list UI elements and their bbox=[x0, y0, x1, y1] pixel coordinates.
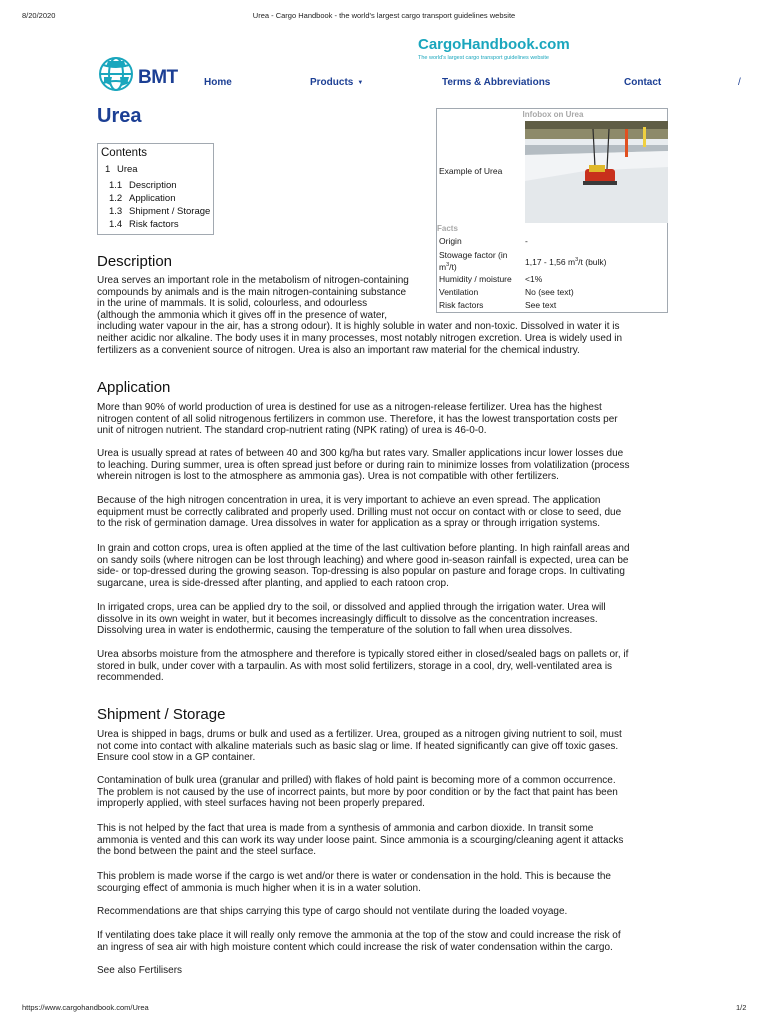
toc-item-risk-factors[interactable]: 1.4 Risk factors bbox=[109, 219, 179, 230]
shipment-paragraph: Urea is shipped in bags, drums or bulk and used as a fertilizer. Urea, grouped as a nitrogen giving nutrient to soil, must not come into contact with alkaline materials such as basic slag or lime. If heated significantly can give off toxic gases. Ensure cool stow in a GP container. bbox=[97, 729, 622, 764]
nav-home[interactable]: Home bbox=[204, 77, 232, 88]
site-tagline: The world's largest cargo transport guidelines website bbox=[418, 55, 549, 61]
infobox-key-risk-factors: Risk factors bbox=[439, 300, 484, 310]
heading-shipment-storage: Shipment / Storage bbox=[97, 706, 226, 723]
nav-products-label: Products bbox=[310, 77, 354, 88]
urea-cargo-photo[interactable] bbox=[525, 121, 668, 223]
toc-title: Contents bbox=[101, 147, 148, 159]
nav-more[interactable]: / bbox=[738, 77, 741, 88]
infobox-facts-label: Facts bbox=[437, 224, 458, 233]
globe-logo-icon bbox=[96, 55, 138, 93]
infobox-value-humidity: <1% bbox=[525, 274, 543, 284]
print-title: Urea - Cargo Handbook - the world's largest cargo transport guidelines website bbox=[252, 11, 516, 20]
infobox-key-origin: Origin bbox=[439, 236, 462, 246]
print-url: https://www.cargohandbook.com/Urea bbox=[22, 1003, 149, 1012]
see-also-fertilisers-link[interactable]: See also Fertilisers bbox=[97, 965, 183, 976]
toc-item-urea[interactable]: 1 Urea bbox=[105, 164, 138, 175]
application-paragraph: More than 90% of world production of urea is destined for use as a nitrogen-release fertilizer. Urea has the highest nitrogen content of all solid nitrogenous fertilizers in common use. Therefore, it has the lowest transportation costs per unit of nitrogen nutrient. The standard crop-nutrient rating (NPK rating) of urea is 46-0-0. bbox=[97, 402, 618, 437]
description-text: Urea serves an important role in the metabolism of nitrogen-containing compounds by animals and is the main nitrogen-containing substance in the urine of mammals. It is solid, colourless, and odourless (although the ammonia which it gives off in the presence of water, including water vapour in the air, has a strong odour). It is highly soluble in water and non-toxic. Dissolved in water it is neither acidic nor alkaline. The body uses it in many processes, most notably nitrogen excretion. Urea is widely used in fertilizers as a convenient source of nitrogen. Urea is also an important raw material for the chemical industry. bbox=[97, 275, 623, 356]
application-paragraph: Because of the high nitrogen concentration in urea, it is very important to achieve an even spread. The application equipment must be correctly calibrated and properly used. Drilling must not occur on contact with or close to seed, due to the risk of germination damage. Urea dissolves in water for application as a spray or through irrigation systems. bbox=[97, 495, 622, 530]
nav-terms[interactable]: Terms & Abbreviations bbox=[442, 77, 551, 88]
application-paragraph: In grain and cotton crops, urea is often applied at the time of the last cultivation before planting. In high rainfall areas and on sandy soils (where nitrogen can be lost through leaching) and where good in-season rainfall is expected, urea can be side- or top-dressed during the growing season. Top-dressing is also popular on pasture and forage crops. In cultivating sugarcane, urea is side-dressed after planting, and applied to each ratoon crop. bbox=[97, 543, 630, 589]
toc-item-application[interactable]: 1.2 Application bbox=[109, 193, 176, 204]
page-title: Urea bbox=[97, 105, 142, 127]
application-paragraph: Urea absorbs moisture from the atmosphere and therefore is typically stored either in closed/sealed bags on pallets or, if stored in bulk, under cover with a tarpaulin. As with most solid fertilizers, storage in a cool, dry, well-ventilated area is recommended. bbox=[97, 649, 629, 684]
heading-application: Application bbox=[97, 379, 171, 396]
nav-contact[interactable]: Contact bbox=[624, 77, 662, 88]
toc-item-shipment-storage[interactable]: 1.3 Shipment / Storage bbox=[109, 206, 211, 217]
infobox-key-ventilation: Ventilation bbox=[439, 287, 479, 297]
shipment-paragraph: Contamination of bulk urea (granular and prilled) with flakes of hold paint is becoming more of a common occurrence. The problem is not caused by the use of incorrect paints, but more by poor condition or by the fact that paint has been improperly applied, with steel surfaces having not been properly prepared. bbox=[97, 775, 618, 810]
heading-description: Description bbox=[97, 253, 173, 270]
nav-products[interactable] bbox=[310, 77, 363, 88]
infobox-value-stowage: 1,17 - 1,56 $m^3/t$ (bulk) bbox=[525, 256, 607, 267]
site-name-link[interactable]: CargoHandbook.com bbox=[418, 36, 570, 53]
application-paragraph: In irrigated crops, urea can be applied dry to the soil, or dissolved and applied through the irrigation water. Urea will dissolve in its own weight in water, but it becomes increasingly difficult to dissolve as the concentration increases. Dissolving urea in water is endothermic, causing the temperature of the solution to fall when urea dissolves. bbox=[97, 602, 606, 637]
infobox-value-origin: - bbox=[525, 236, 528, 246]
application-paragraph: Urea is usually spread at rates of between 40 and 300 kg/ha but rates vary. Smaller applications incur lower losses due to leaching. During summer, urea is often spread just before or during rain to minimize losses from volatilization (process wherein nitrogen is lost to the atmosphere as ammonia gas). Urea is not compatible with other fertilizers. bbox=[97, 448, 630, 483]
chevron-down-icon: ▼ bbox=[357, 80, 364, 86]
shipment-paragraph: Recommendations are that ships carrying this type of cargo should not ventilate during the loaded voyage. bbox=[97, 906, 568, 917]
infobox-title: Infobox on Urea bbox=[522, 110, 584, 119]
shipment-paragraph: This problem is made worse if the cargo is wet and/or there is water or condensation in the hold. This is because the scourging effect of ammonia is much higher when it is in a water solution. bbox=[97, 871, 611, 894]
infobox-image-label: Example of Urea bbox=[439, 166, 503, 176]
infobox-key-stowage: Stowage factor (in $m^3/t$) bbox=[439, 250, 508, 272]
shipment-paragraph: This is not helped by the fact that urea is made from a synthesis of ammonia and carbon dioxide. In transit some ammonia is vented and this can work its way under loose paint. Since ammonia is a scourging/cleaning agent it attacks the bond between the paint and the steel surface. bbox=[97, 823, 624, 858]
infobox-value-ventilation: No (see text) bbox=[525, 287, 574, 297]
toc-item-description[interactable]: 1.1 Description bbox=[109, 180, 177, 191]
print-date: 8/20/2020 bbox=[22, 11, 56, 20]
print-page-number: 1/2 bbox=[736, 1003, 747, 1012]
shipment-paragraph: If ventilating does take place it will really only remove the ammonia at the top of the stow and could increase the risk of an ingress of sea air with high moisture content which could increase the risk of water condensation within the cargo. bbox=[97, 930, 621, 953]
logo-text: BMT bbox=[138, 67, 178, 88]
table-of-contents bbox=[97, 143, 214, 235]
infobox-key-humidity: Humidity / moisture bbox=[439, 274, 512, 284]
infobox-value-risk-factors: See text bbox=[525, 300, 557, 310]
